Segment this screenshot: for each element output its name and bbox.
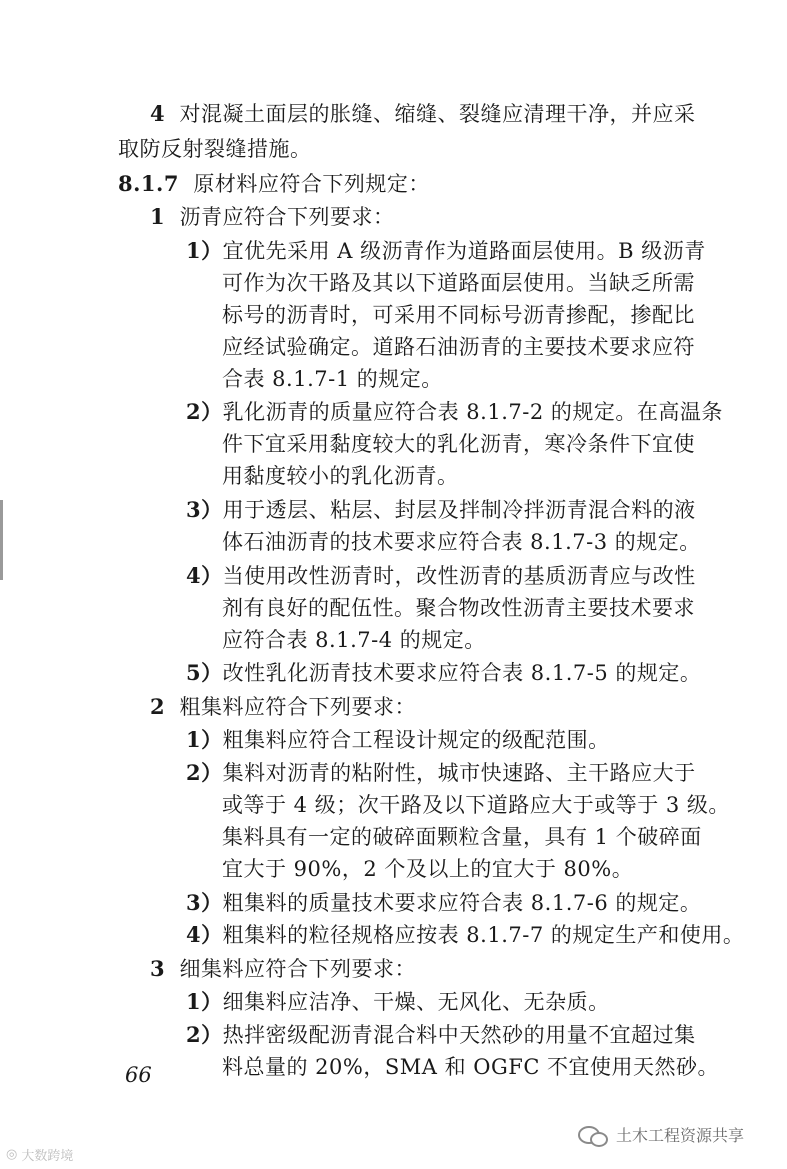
subitem-number: 1）	[186, 727, 223, 752]
subitem-number: 5）	[186, 660, 223, 685]
wechat-icon	[578, 1124, 608, 1146]
subitem-line	[186, 562, 696, 590]
subitem-line	[186, 237, 706, 265]
item-text: 对混凝土面层的胀缝、缩缝、裂缝应清理干净，并应采	[179, 102, 696, 126]
item-2-line	[150, 693, 416, 721]
item-number: 4	[150, 101, 166, 126]
clause-8-1-7	[118, 170, 430, 198]
page-edge-shadow	[0, 500, 3, 580]
text-line: 应符合表 8.1.7-4 的规定。	[222, 628, 486, 652]
watermark-left	[6, 1145, 73, 1164]
clause-number: 8.1.7	[118, 171, 179, 196]
item-text: 细集料应符合下列要求：	[179, 957, 416, 981]
text-line: 标号的沥青时，可采用不同标号沥青掺配，掺配比	[222, 303, 695, 327]
subitem-text: 当使用改性沥青时，改性沥青的基质沥青应与改性	[222, 564, 696, 588]
subitem-text: 改性乳化沥青技术要求应符合表 8.1.7-5 的规定。	[222, 661, 702, 685]
text-line: 用黏度较小的乳化沥青。	[222, 464, 459, 488]
subitem-text: 粗集料的质量技术要求应符合表 8.1.7-6 的规定。	[222, 891, 702, 915]
logo-icon: ◎	[6, 1147, 18, 1162]
subitem-number: 2）	[186, 760, 223, 785]
subitem-line	[186, 726, 610, 754]
item-text: 沥青应符合下列要求：	[179, 205, 395, 229]
subitem-number: 1）	[186, 238, 223, 263]
watermark-right-text: 土木工程资源共享	[616, 1126, 745, 1145]
text-line: 宜大于 90%，2 个及以上的宜大于 80%。	[222, 857, 634, 881]
subitem-text: 粗集料应符合工程设计规定的级配范围。	[222, 728, 610, 752]
text-line: 或等于 4 级；次干路及以下道路应大于或等于 3 级。	[222, 793, 730, 817]
subitem-text: 乳化沥青的质量应符合表 8.1.7-2 的规定。在高温条	[222, 400, 723, 424]
subitem-number: 3）	[186, 497, 223, 522]
text-line: 应经试验确定。道路石油沥青的主要技术要求应符	[222, 335, 695, 359]
item-3-line	[150, 955, 416, 983]
text-line: 件下宜采用黏度较大的乳化沥青，寒冷条件下宜使	[222, 432, 695, 456]
subitem-line	[186, 1021, 696, 1049]
item-number: 2	[150, 694, 166, 719]
text-line: 剂有良好的配伍性。聚合物改性沥青主要技术要求	[222, 596, 695, 620]
subitem-line	[186, 759, 696, 787]
item-text: 粗集料应符合下列要求：	[179, 695, 416, 719]
text-line: 可作为次干路及其以下道路面层使用。当缺乏所需	[222, 271, 695, 295]
subitem-text: 热拌密级配沥青混合料中天然砂的用量不宜超过集	[222, 1023, 696, 1047]
subitem-line	[186, 988, 610, 1016]
subitem-line	[186, 889, 701, 917]
subitem-number: 3）	[186, 890, 223, 915]
subitem-line	[186, 659, 701, 687]
subitem-number: 2）	[186, 399, 223, 424]
text-line: 合表 8.1.7-1 的规定。	[222, 367, 443, 391]
subitem-text: 粗集料的粒径规格应按表 8.1.7-7 的规定生产和使用。	[222, 923, 745, 947]
subitem-line	[186, 496, 696, 524]
item-1-line	[150, 203, 394, 231]
text-line: 取防反射裂缝措施。	[118, 137, 312, 161]
subitem-line	[186, 398, 723, 426]
subitem-text: 集料对沥青的粘附性，城市快速路、主干路应大于	[222, 761, 696, 785]
text-line: 料总量的 20%，SMA 和 OGFC 不宜使用天然砂。	[222, 1055, 720, 1079]
watermark-left-text: 大数跨境	[21, 1149, 74, 1164]
subitem-text: 用于透层、粘层、封层及拌制冷拌沥青混合料的液	[222, 498, 696, 522]
watermark-right	[578, 1123, 744, 1146]
subitem-number: 4）	[186, 563, 223, 588]
item-4-line	[150, 100, 695, 128]
item-number: 1	[150, 204, 166, 229]
clause-text: 原材料应符合下列规定：	[193, 172, 430, 196]
page-number: 66	[125, 1063, 152, 1087]
subitem-number: 1）	[186, 989, 223, 1014]
subitem-text: 细集料应洁净、干燥、无风化、无杂质。	[222, 990, 610, 1014]
subitem-number: 2）	[186, 1022, 223, 1047]
subitem-text: 宜优先采用 A 级沥青作为道路面层使用。B 级沥青	[222, 239, 706, 263]
text-line: 体石油沥青的技术要求应符合表 8.1.7-3 的规定。	[222, 530, 701, 554]
subitem-number: 4）	[186, 922, 223, 947]
text-line: 集料具有一定的破碎面颗粒含量，具有 1 个破碎面	[222, 825, 702, 849]
subitem-line	[186, 921, 744, 949]
item-number: 3	[150, 956, 166, 981]
